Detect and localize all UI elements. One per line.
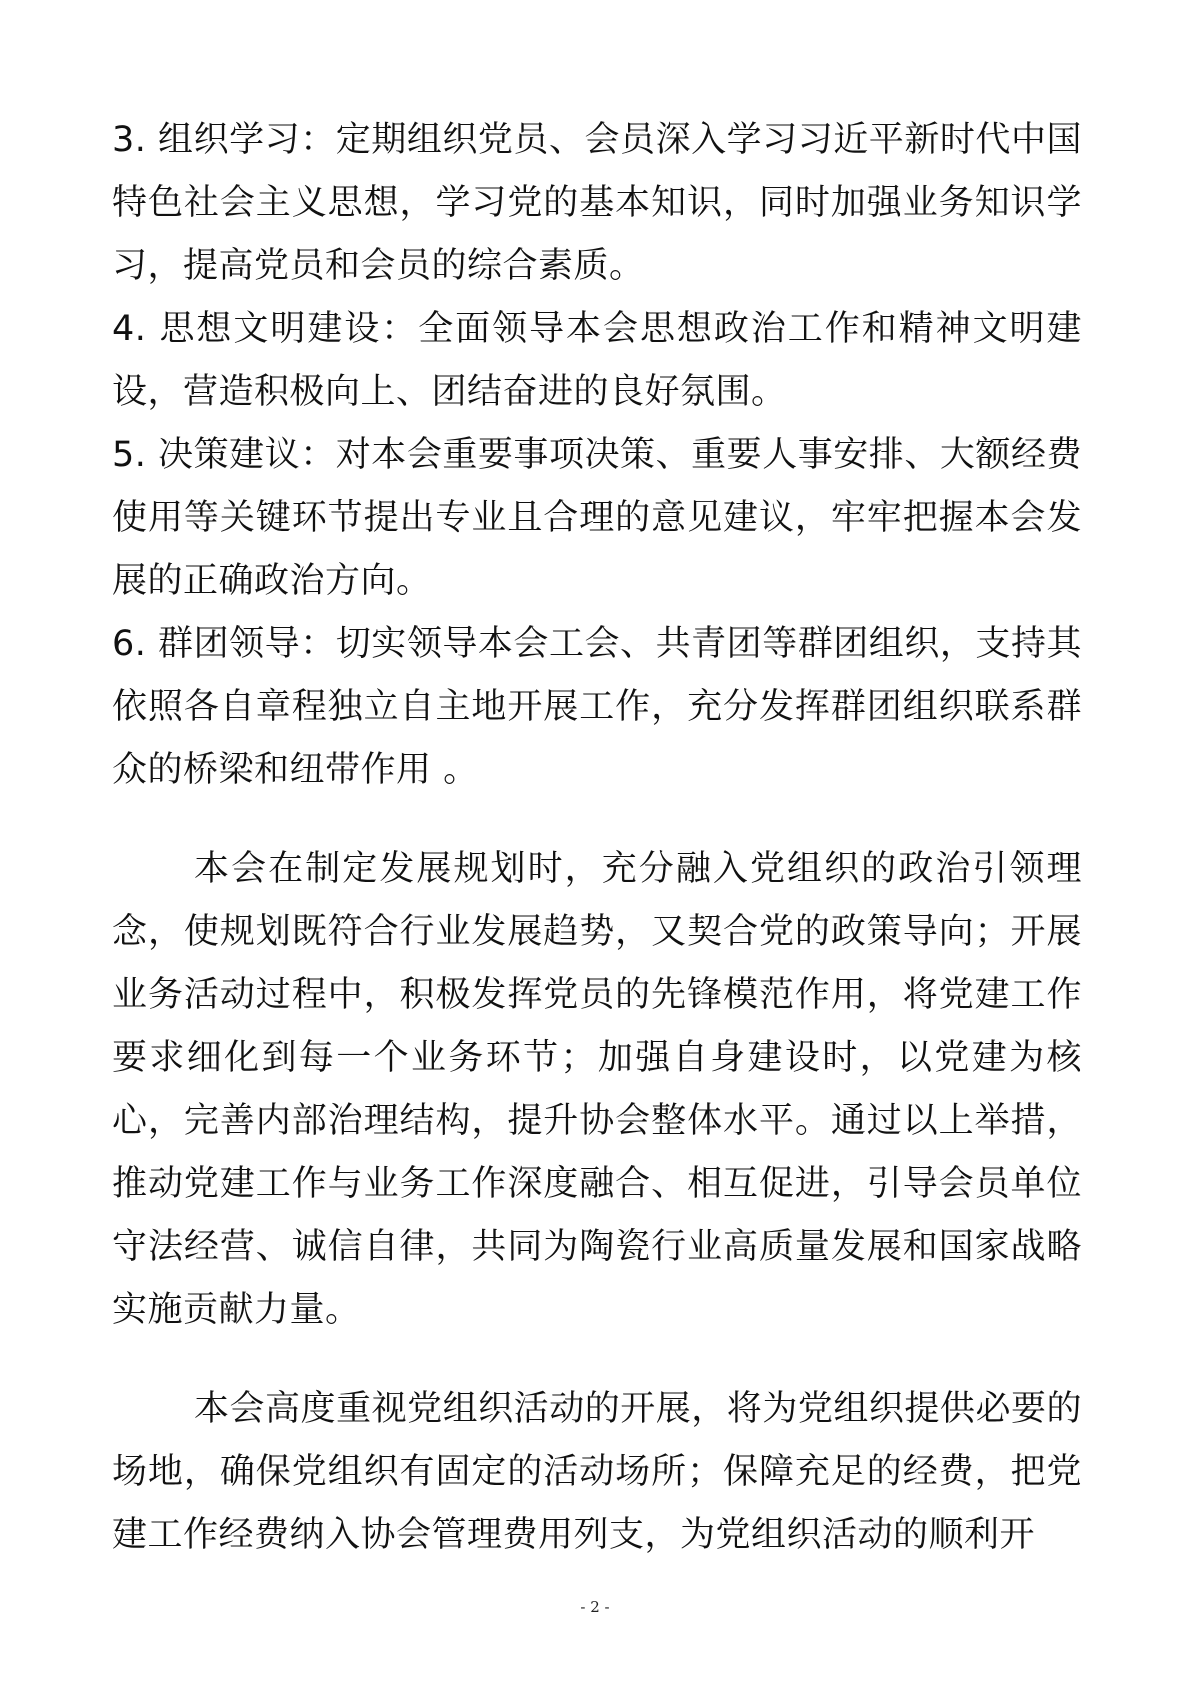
list-item-4: 4. 思想文明建设：全面领导本会思想政治工作和精神文明建设，营造积极向上、团结奋进的良好氛围。 [112,309,1082,412]
paragraph-spacer [112,802,1082,838]
paragraph-spacer [112,1342,1082,1378]
list-item-6: 6. 群团领导：切实领导本会工会、共青团等群团组织，支持其依照各自章程独立自主地开展工作，充分发挥群团组织联系群众的桥梁和纽带作用 。 [112,624,1082,790]
body-paragraph-1: 本会在制定发展规划时，充分融入党组织的政治引领理念，使规划既符合行业发展趋势，又契合党的政策导向；开展业务活动过程中，积极发挥党员的先锋模范作用，将党建工作要求细化到每一个业务环节；加强自身建设时，以党建为核心，完善内部治理结构，提升协会整体水平。通过以上举措，推动党建工作与业务工作深度融合、相互促进，引导会员单位守法经营、诚信自律，共同为陶瓷行业高质量发展和国家战略实施贡献力量。 [112,849,1082,1330]
list-item-3: 3. 组织学习：定期组织党员、会员深入学习习近平新时代中国特色社会主义思想，学习党的基本知识，同时加强业务知识学习，提高党员和会员的综合素质。 [112,120,1082,286]
list-item-5: 5. 决策建议：对本会重要事项决策、重要人事安排、大额经费使用等关键环节提出专业且合理的意见建议，牢牢把握本会发展的正确政治方向。 [112,435,1082,601]
body-paragraph-2: 本会高度重视党组织活动的开展，将为党组织提供必要的场地，确保党组织有固定的活动场所；保障充足的经费，把党建工作经费纳入协会管理费用列支，为党组织活动的顺利开 [112,1389,1082,1555]
page-number: - 2 - [580,1598,610,1616]
document-body [112,109,1082,1567]
